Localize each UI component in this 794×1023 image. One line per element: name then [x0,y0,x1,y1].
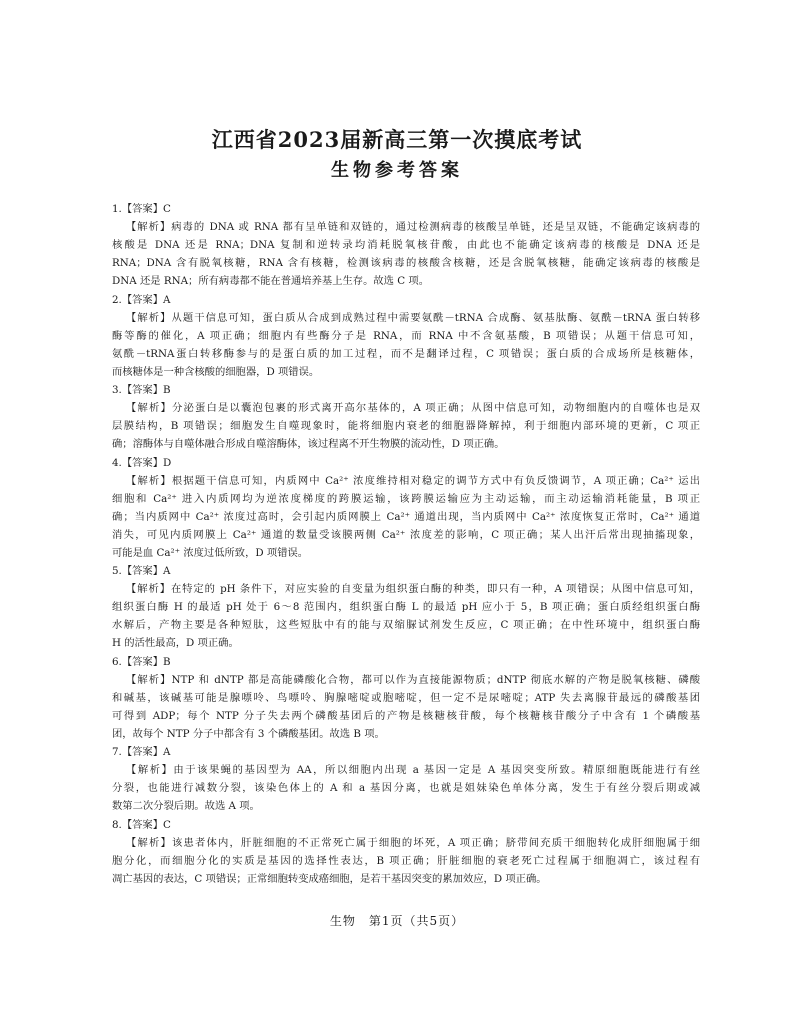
answer-label: 5.【答案】A [112,565,171,577]
answer-label: 1.【答案】C [112,203,171,215]
explanation-line: 【解析】在特定的 pH 条件下，对应实验的自变量为组织蛋白酶的种类，即只有一种，A 项错误；从图中信息可知， [126,583,700,595]
explanation-line: 凋亡基因的表达，C 项错误；正常细胞转变成癌细胞，是若干基因突变的累加效应，D 项正确。 [112,872,547,885]
answer-label: 7.【答案】A [112,746,171,758]
explanation-line: 而核糖体是一种含核酸的细胞器，D 项错误。 [112,365,320,378]
explanation-line: 团，故每个 NTP 分子中都含有 3 个磷酸基团。故选 B 项。 [112,727,385,740]
explanation-line: 核酸是 DNA 还是 RNA；DNA 复制和逆转录均消耗脱氧核苷酸，由此也不能确定该病毒的核酸是 DNA 还是 [112,239,700,251]
answer-item [112,454,700,562]
answer-item [112,291,700,381]
page-subtitle: 生物参考答案 [331,160,463,181]
explanation-line: 可能是血 Ca²⁺ 浓度过低所致，D 项错误。 [112,546,309,559]
explanation-line: 酶等酶的催化，A 项正确；细胞内有些酶分子是 RNA，而 RNA 中不含氨基酸，B 项错误；从题干信息可知， [112,329,700,342]
explanation-line: 分裂，也能进行减数分裂，该染色体上的 A 和 a 基因分离，也就是姐妹染色单体分离，发生于有丝分裂后期或减 [112,782,700,794]
explanation-line: 消失，可见内质网膜上 Ca²⁺ 通道的数量受该膜两侧 Ca²⁺ 浓度差的影响，C 项正确；某人出汗后常出现抽搐现象， [112,528,700,541]
explanation-line: 和碱基，该碱基可能是腺嘌呤、鸟嘌呤、胸腺嘧啶或胞嘧啶，但一定不是尿嘧啶；ATP 失去离腺苷最远的磷酸基团 [112,691,700,704]
answer-item [112,381,700,453]
answer-item [112,562,700,652]
explanation-line: 【解析】由于该果蝇的基因型为 AA，所以细胞内出现 a 基因一定是 A 基因突变所致。精原细胞既能进行有丝 [126,764,700,776]
answer-item [112,816,700,888]
explanation-line: 【解析】从题干信息可知，蛋白质从合成到成熟过程中需要氨酰－tRNA 合成酶、氨基肽酶、氨酰－tRNA 蛋白转移 [126,311,700,324]
answer-label: 6.【答案】B [112,655,171,668]
explanation-line: 【解析】根据题干信息可知，内质网中 Ca²⁺ 浓度维持相对稳定的调节方式中有负反馈调节，A 项正确；Ca²⁺ 运出 [126,474,700,487]
page-title: 江西省2023届新高三第一次摸底考试 [211,127,583,152]
explanation-line: 数第二次分裂后期。故选 A 项。 [112,800,260,812]
explanation-line: 确；溶酶体与自噬体融合形成自噬溶酶体，该过程离不开生物膜的流动性，D 项正确。 [112,438,505,450]
explanation-line: 确；当内质网中 Ca²⁺ 浓度过高时，会引起内质网膜上 Ca²⁺ 通道出现，当内质网中 Ca²⁺ 浓度恢复正常时，Ca²⁺ 通道 [112,510,700,523]
answer-item [112,653,700,743]
explanation-line: H 的活性最高，D 项正确。 [112,637,239,649]
explanation-line: DNA 还是 RNA；所有病毒都不能在普通培养基上生存。故选 C 项。 [112,275,429,287]
explanation-line: 氨酰－tRNA蛋白转移酶参与的是蛋白质的加工过程，而不是翻译过程，C 项错误；蛋白质的合成场所是核糖体， [112,347,700,360]
explanation-line: 【解析】NTP 和 dNTP 都是高能磷酸化合物，都可以作为直接能源物质；dNTP 彻底水解的产物是脱氧核糖、磷酸 [126,673,700,686]
explanation-line: RNA；DNA 含有脱氧核糖，RNA 含有核糖，检测该病毒的核酸含核糖，还是含脱氧核糖，能确定该病毒的核酸是 [112,257,700,269]
answer-label: 8.【答案】C [112,818,171,831]
explanation-line: 水解后，产物主要是各种短肽，这些短肽中有的能与双缩脲试剂发生反应，C 项正确；在中性环境中，组织蛋白酶 [112,619,700,631]
answer-label: 2.【答案】A [112,293,171,306]
answer-item [112,743,700,815]
explanation-line: 【解析】分泌蛋白是以囊泡包裹的形式离开高尔基体的，A 项正确；从图中信息可知，动物细胞内的自噬体也是双 [126,402,700,414]
answer-list [112,200,700,888]
answer-label: 3.【答案】B [112,384,171,396]
explanation-line: 细胞和 Ca²⁺ 进入内质网均为逆浓度梯度的跨膜运输，该跨膜运输应为主动运输，而主动运输消耗能量，B 项正 [112,492,700,505]
answer-item [112,200,700,290]
page-footer: 生物 第1页（共5页） [329,914,465,928]
explanation-line: 组织蛋白酶 H 的最适 pH 处于 6～8 范围内，组织蛋白酶 L 的最适 pH 应小于 5，B 项正确；蛋白质经组织蛋白酶 [112,601,700,613]
explanation-line: 【解析】该患者体内，肝脏细胞的不正常死亡属于细胞的坏死，A 项正确；脐带间充质干细胞转化成肝细胞属于细 [126,836,700,849]
explanation-line: 可得到 ADP；每个 NTP 分子失去两个磷酸基团后的产物是核糖核苷酸，每个核糖核苷酸分子中含有 1 个磷酸基 [112,709,700,722]
explanation-line: 层膜结构，B 项错误；细胞发生自噬现象时，能将细胞内衰老的细胞器降解掉，利于细胞内部环境的更新，C 项正 [112,420,700,432]
explanation-line: 【解析】病毒的 DNA 或 RNA 都有呈单链和双链的，通过检测病毒的核酸呈单链，还是呈双链，不能确定该病毒的 [126,221,700,233]
answer-label: 4.【答案】D [112,456,172,469]
explanation-line: 胞分化，而细胞分化的实质是基因的选择性表达，B 项正确；肝脏细胞的衰老死亡过程属于细胞凋亡，该过程有 [112,854,700,867]
